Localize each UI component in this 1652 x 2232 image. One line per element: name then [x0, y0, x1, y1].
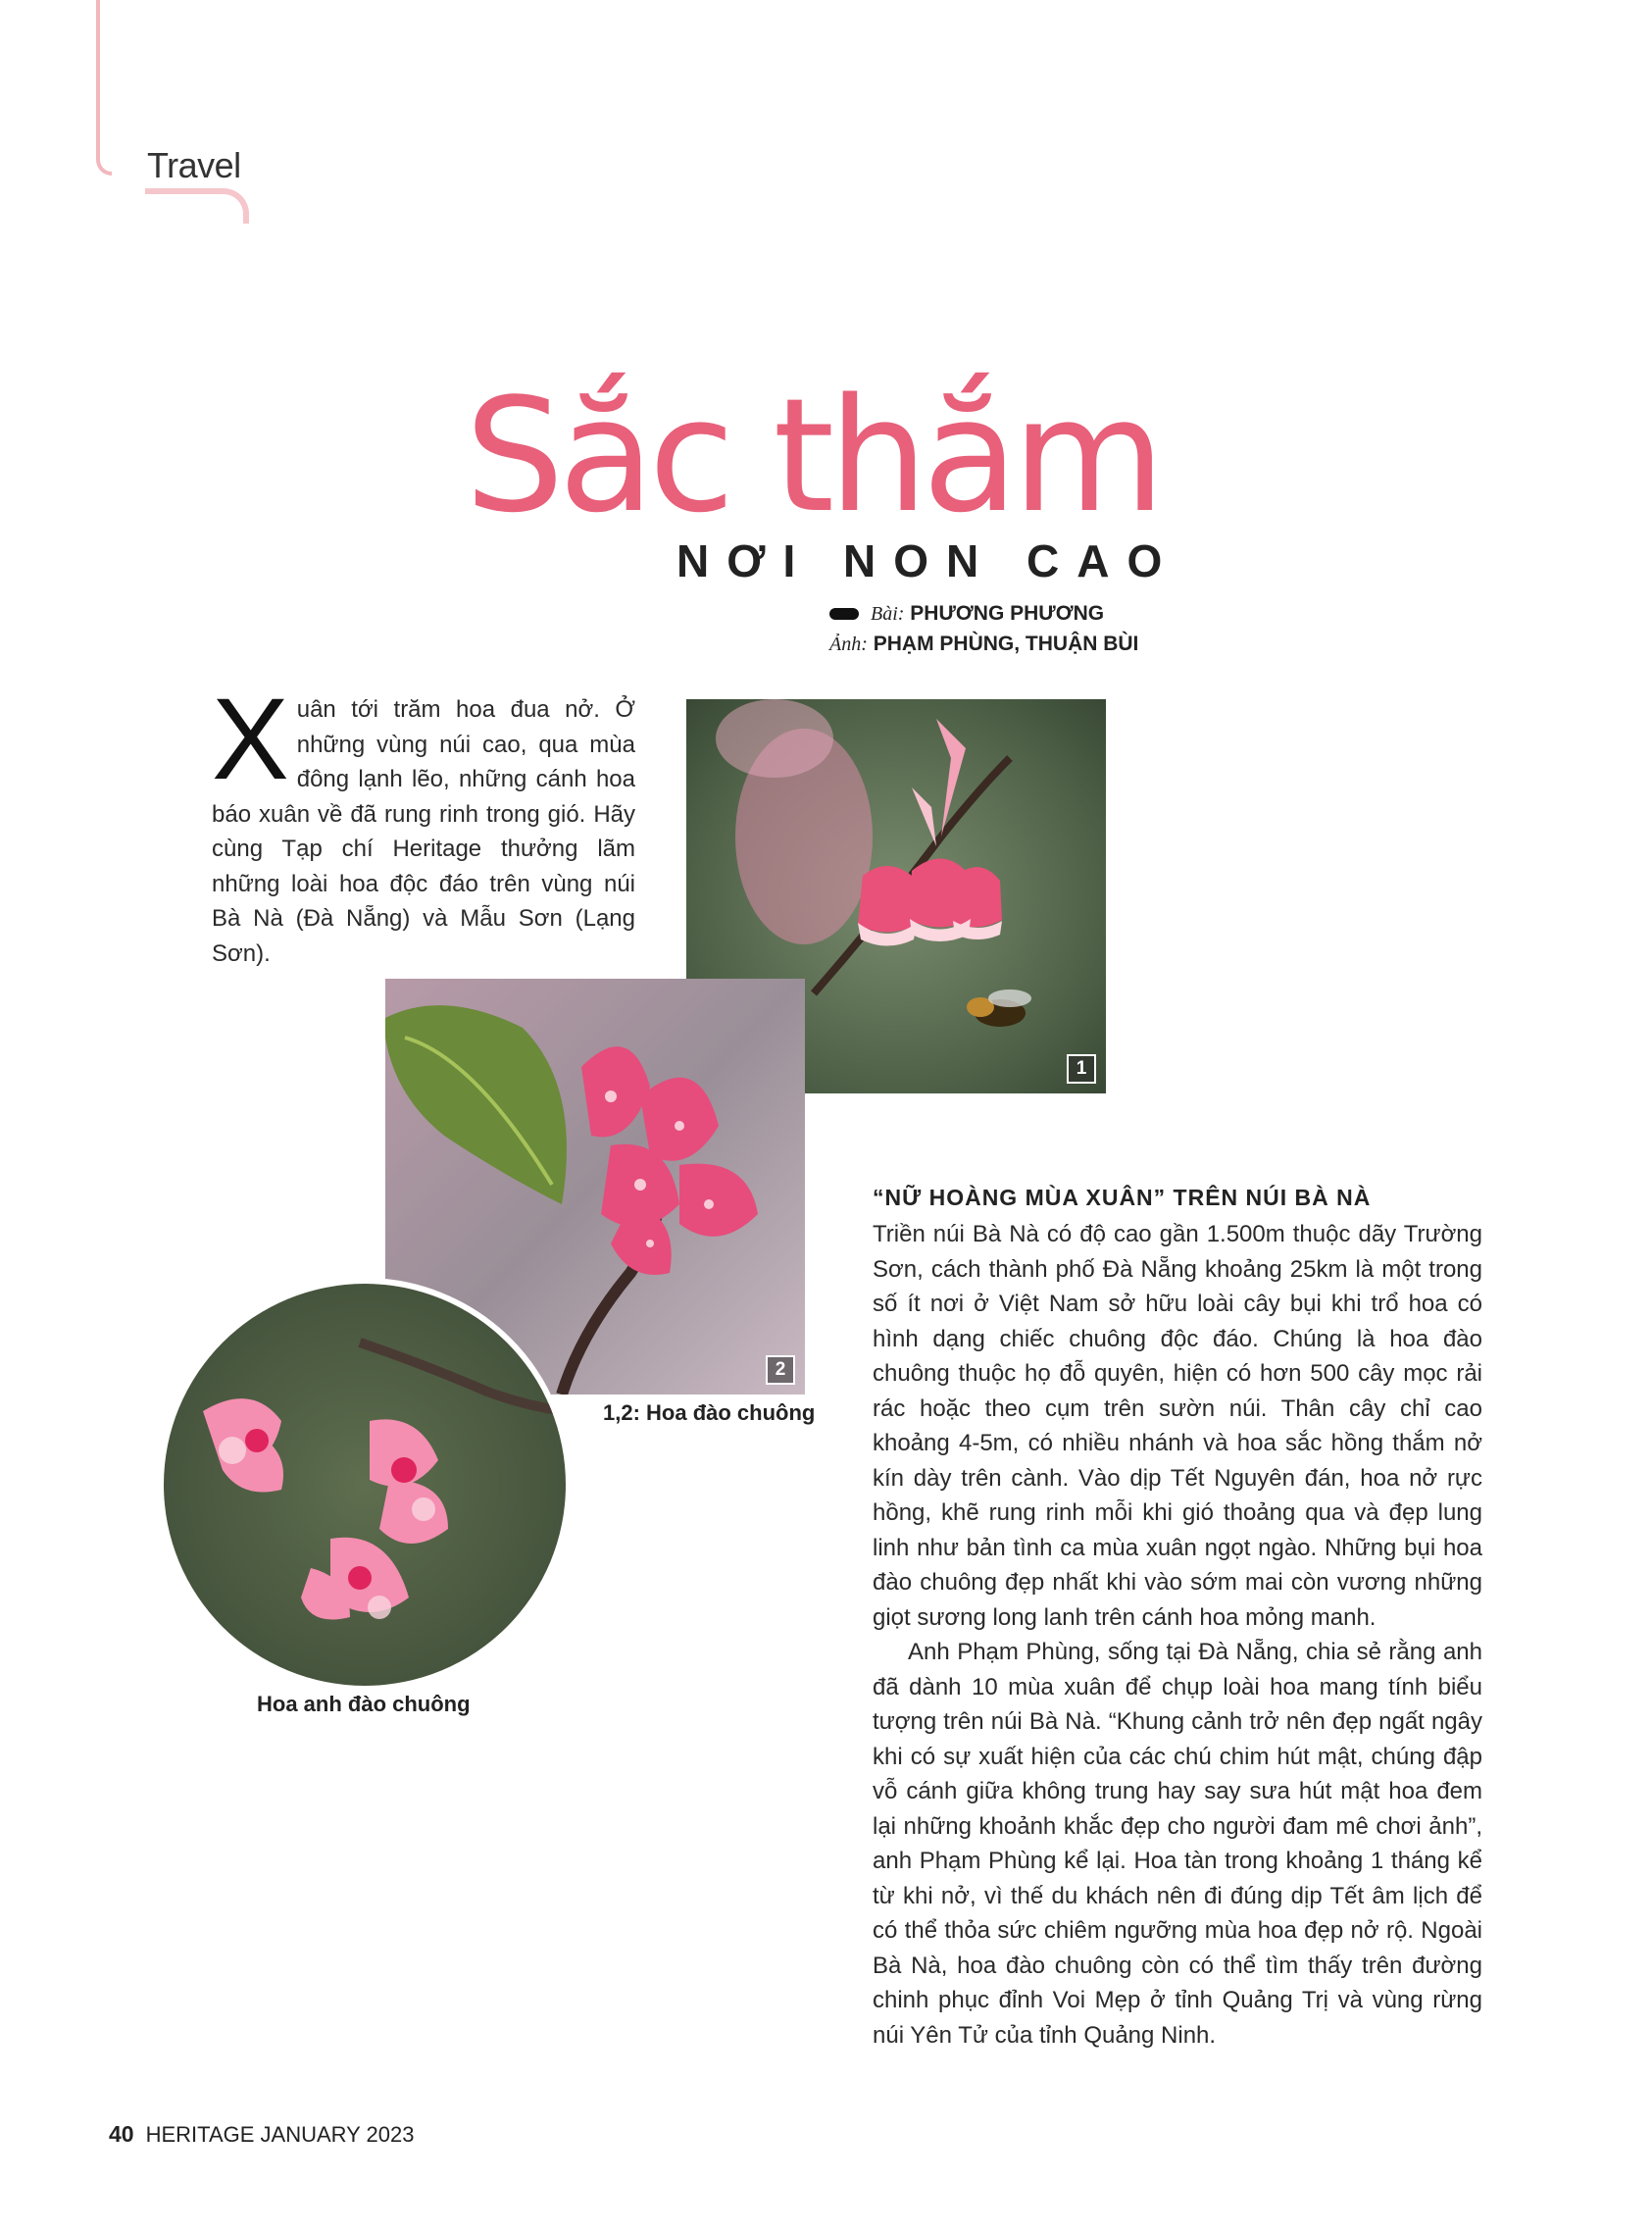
body-paragraph-2: Anh Phạm Phùng, sống tại Đà Nẵng, chia sẻ rằng anh đã dành 10 mùa xuân để chụp loài hoa mang tính biểu tượng trên núi Bà Nà. “Khung cảnh trở nên đẹp ngất ngây khi có sự xuất hiện của các chú chim hút mật, chúng đập vỗ cánh giữa không trung hay say sưa hút mật hoa đem lại những khoảnh khắc đẹp cho người đam mê chơi ảnh”, anh Phạm Phùng kể lại. Hoa tàn trong khoảng 1 tháng kể từ khi nở, vì thế du khách nên đi đúng dịp Tết âm lịch để có thể thỏa sức chiêm ngưỡng mùa hoa đẹp nở rộ. Ngoài Bà Nà, hoa đào chuông còn có thể tìm thấy trên đường chinh phục đỉnh Voi Mẹp ở tỉnh Quảng Trị và vùng rừng núi Yên Tử của tỉnh Quảng Ninh.	[873, 1639, 1482, 2049]
article-body	[873, 1185, 1482, 2053]
page-footer	[109, 2121, 415, 2148]
page-number: 40	[109, 2121, 134, 2147]
photo-credit-label: Ảnh:	[829, 634, 868, 655]
intro-paragraph	[212, 675, 635, 971]
drop-cap: X	[212, 675, 289, 804]
text-credit-label: Bài:	[871, 603, 905, 625]
magazine-name: HERITAGE	[145, 2122, 255, 2147]
body-paragraph-1: Triền núi Bà Nà có độ cao gần 1.500m thuộc dãy Trường Sơn, cách thành phố Đà Nẵng khoảng 25km là một trong số ít nơi ở Việt Nam sở hữu loài cây bụi khi trổ hoa có hình dạng chiếc chuông độc đáo. Chúng là hoa đào chuông thuộc họ đỗ quyên, hiện có hơn 500 cây mọc rải rác hoặc theo cụm trên sườn núi. Thân cây chỉ cao khoảng 4-5m, có nhiều nhánh và hoa sắc hồng thắm nở kín dày trên cành. Vào dịp Tết Nguyên đán, hoa nở rực hồng, khẽ rung rinh mỗi khi gió thoảng qua và đẹp lung linh như bản tình ca mùa xuân ngọt ngào. Những bụi hoa đào chuông đẹp nhất khi vào sớm mai còn vương những giọt sương long lanh trên cánh hoa mỏng manh.	[873, 1221, 1482, 1631]
photo-credit-authors: PHẠM PHÙNG, THUẬN BÙI	[873, 633, 1139, 655]
photo-credit	[829, 633, 1138, 656]
section-tab-accent	[145, 188, 249, 224]
section-tab-decoration	[96, 0, 112, 176]
photo-number-badge: 2	[766, 1355, 795, 1385]
article-subtitle: NƠI NON CAO	[676, 535, 1180, 586]
cherry-blossom-cluster-photo	[164, 1284, 566, 1686]
article-title: Sắc thắm	[465, 364, 1160, 547]
text-credit-author: PHƯƠNG PHƯƠNG	[910, 602, 1105, 625]
text-credit	[829, 602, 1104, 626]
pill-icon	[829, 608, 859, 620]
intro-text: uân tới trăm hoa đua nở. Ở những vùng núi cao, qua mùa đông lạnh lẽo, những cánh hoa báo xuân về đã rung rinh trong gió. Hãy cùng Tạp chí Heritage thưởng lãm những loài hoa độc đáo trên vùng núi Bà Nà (Đà Nẵng) và Mẫu Sơn (Lạng Sơn).	[212, 696, 635, 967]
issue-date: JANUARY 2023	[260, 2122, 415, 2147]
photo-number-badge: 1	[1067, 1054, 1096, 1084]
photo-cherry-blossom-cluster	[158, 1278, 572, 1692]
photo-caption-1-2: 1,2: Hoa đào chuông	[603, 1400, 816, 1425]
photo-caption-3: Hoa anh đào chuông	[257, 1692, 471, 1716]
section-label: Travel	[147, 145, 241, 185]
section-heading: “NỮ HOÀNG MÙA XUÂN” TRÊN NÚI BÀ NÀ	[873, 1185, 1372, 1210]
